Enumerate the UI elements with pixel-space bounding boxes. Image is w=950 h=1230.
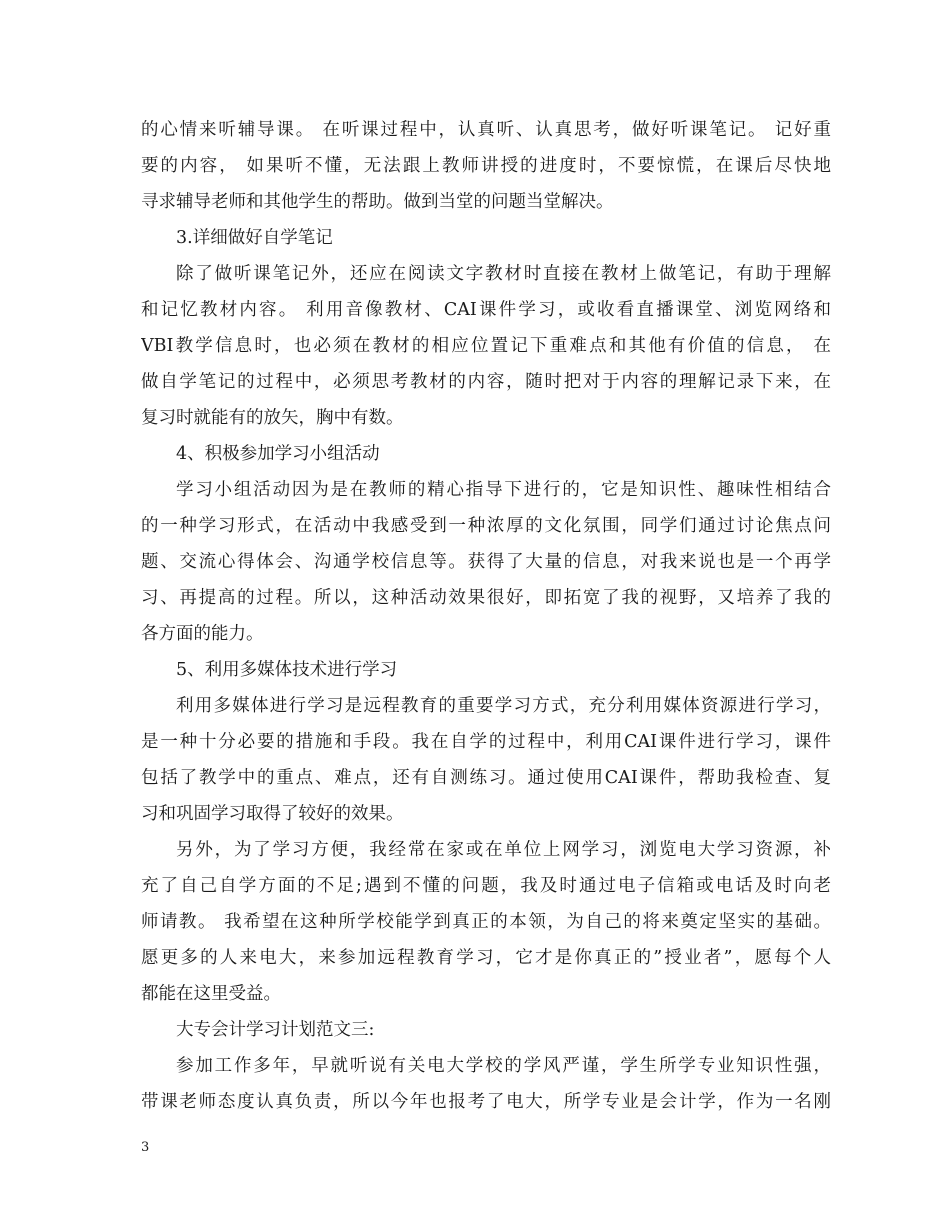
body-text-line: 做自学笔记的过程中，必须思考教材的内容，随时把对于内容的理解记录下来，在 [141, 372, 831, 392]
body-text-line: 的一种学习形式，在活动中我感受到一种浓厚的文化氛围，同学们通过讨论焦点问 [141, 516, 831, 536]
body-text-line: 都能在这里受益。 [141, 984, 281, 1004]
body-text-line: 习和巩固学习取得了较好的效果。 [141, 804, 404, 824]
body-text-line: 另外，为了学习方便，我经常在家或在单位上网学习，浏览电大学习资源，补 [176, 840, 831, 860]
body-text-line: 题、交流心得体会、沟通学校信息等。获得了大量的信息，对我来说也是一个再学 [141, 552, 831, 572]
page-number: 3 [141, 1140, 150, 1155]
body-text-line: 除了做听课笔记外，还应在阅读文字教材时直接在教材上做笔记，有助于理解 [176, 264, 831, 284]
body-text-line: 充了自己自学方面的不足;遇到不懂的问题，我及时通过电子信箱或电话及时向老 [141, 876, 831, 896]
body-text-line: 要的内容， 如果听不懂，无法跟上教师讲授的进度时，不要惊慌，在课后尽快地 [141, 156, 831, 176]
section-heading: 4、积极参加学习小组活动 [176, 444, 380, 464]
body-text-line: 学习小组活动因为是在教师的精心指导下进行的，它是知识性、趣味性相结合 [176, 480, 831, 500]
body-text-line: 各方面的能力。 [141, 624, 264, 644]
body-text-line: 师请教。 我希望在这种所学校能学到真正的本领，为自己的将来奠定坚实的基础。 [141, 912, 831, 932]
body-text-line: VBI教学信息时，也必须在教材的相应位置记下重难点和其他有价值的信息， 在 [141, 336, 831, 356]
section-heading: 3.详细做好自学笔记 [176, 228, 333, 248]
body-text-line: 利用多媒体进行学习是远程教育的重要学习方式，充分利用媒体资源进行学习， [176, 696, 831, 716]
body-text-line: 和记忆教材内容。 利用音像教材、CAI课件学习，或收看直播课堂、浏览网络和 [141, 300, 831, 320]
body-text-line: 包括了教学中的重点、难点，还有自测练习。通过使用CAI课件，帮助我检查、复 [141, 768, 831, 788]
section-heading: 5、利用多媒体技术进行学习 [176, 660, 398, 680]
body-text-line: 愿更多的人来电大，来参加远程教育学习，它才是你真正的”授业者”，愿每个人 [141, 948, 831, 968]
section-heading: 大专会计学习计划范文三: [176, 1020, 375, 1040]
body-text-line: 寻求辅导老师和其他学生的帮助。做到当堂的问题当堂解决。 [141, 192, 614, 212]
body-text-line: 参加工作多年，早就听说有关电大学校的学风严谨，学生所学专业知识性强， [176, 1056, 831, 1076]
body-text-line: 习、再提高的过程。所以，这种活动效果很好，即拓宽了我的视野，又培养了我的 [141, 588, 831, 608]
body-text-line: 复习时就能有的放矢，胸中有数。 [141, 408, 404, 428]
body-text-line: 是一种十分必要的措施和手段。我在自学的过程中，利用CAI课件进行学习，课件 [141, 732, 831, 752]
body-text-line: 带课老师态度认真负责，所以今年也报考了电大，所学专业是会计学，作为一名刚 [141, 1092, 831, 1112]
body-text-line: 的心情来听辅导课。 在听课过程中，认真听、认真思考，做好听课笔记。 记好重 [141, 120, 831, 140]
